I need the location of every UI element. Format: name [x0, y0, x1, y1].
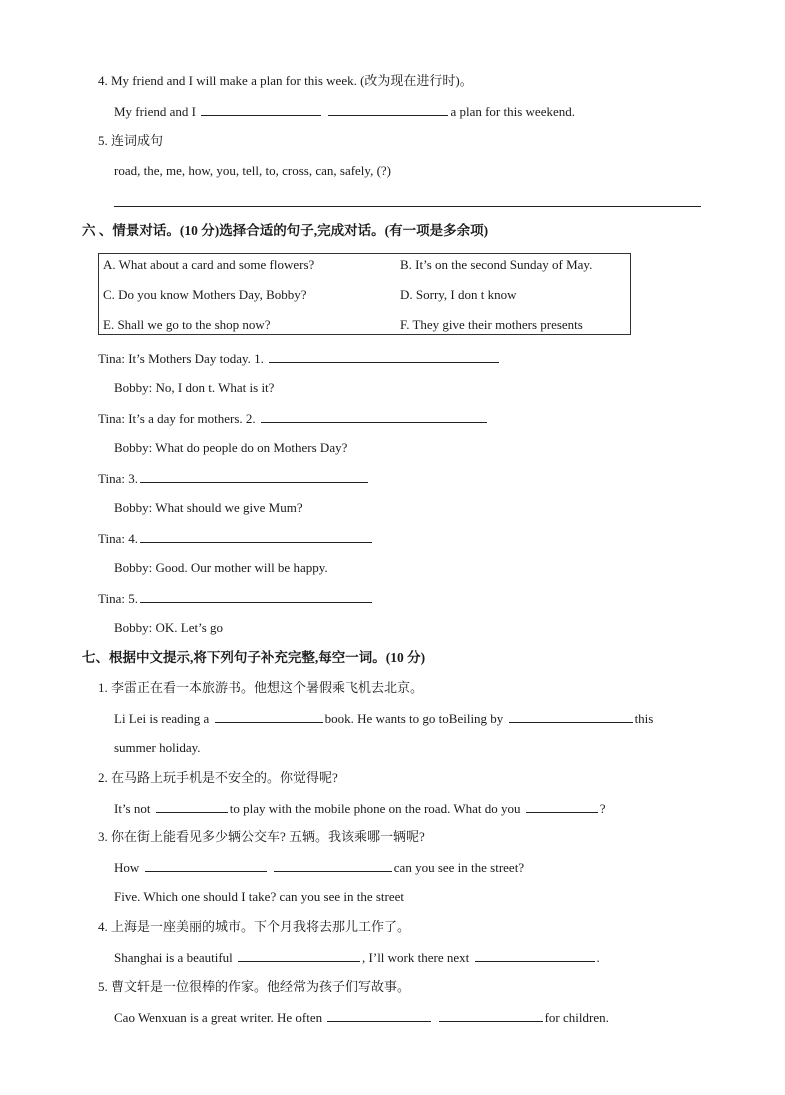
s7-q5-blank-2[interactable] — [439, 1009, 543, 1022]
s7-q4-en-b: , I’ll work there next — [362, 950, 470, 965]
s7-q1-en-c: this — [634, 711, 654, 726]
s7-q5-en-b: for children. — [544, 1010, 609, 1025]
s7-q2-blank-1[interactable] — [156, 800, 228, 813]
s7-q2-en-b: to play with the mobile phone on the road. What do you — [229, 801, 521, 816]
option-a: A. What about a card and some flowers? — [103, 257, 315, 272]
s7-q1-en-cont: summer holiday. — [114, 740, 201, 755]
s7-q4-en-a: Shanghai is a beautiful — [114, 950, 233, 965]
section7-title: 七、根据中文提示,将下列句子补充完整,每空一词。(10 分) — [82, 650, 426, 665]
s7-q3-en — [114, 859, 524, 876]
s7-q5-en — [114, 1009, 609, 1026]
dialogue-line-6: Bobby: What should we give Mum? — [114, 500, 303, 515]
option-b: B. It’s on the second Sunday of May. — [400, 257, 593, 272]
s7-q3-cn: 3. 你在街上能看见多少辆公交车? 五辆。我该乘哪一辆呢? — [98, 829, 425, 844]
s7-q5-en-a: Cao Wenxuan is a great writer. He often — [114, 1010, 323, 1025]
s7-q1-blank-2[interactable] — [509, 710, 633, 723]
s7-q2-en — [114, 800, 606, 817]
q5-words: road, the, me, how, you, tell, to, cross, can, safely, (?) — [114, 163, 392, 178]
dialogue-line-3 — [98, 410, 489, 427]
dialogue-blank-3[interactable] — [140, 470, 368, 483]
q4-answer-line — [114, 103, 575, 120]
dialogue-blank-1[interactable] — [269, 350, 499, 363]
dialogue-blank-5[interactable] — [140, 590, 372, 603]
q4-blank-2[interactable] — [328, 103, 448, 116]
q5-answer-line[interactable] — [114, 206, 701, 207]
s7-q4-cn: 4. 上海是一座美丽的城市。下个月我将去那儿工作了。 — [98, 919, 411, 934]
s7-q1-blank-1[interactable] — [215, 710, 323, 723]
s7-q4-blank-2[interactable] — [475, 949, 595, 962]
dialogue-blank-2[interactable] — [261, 410, 487, 423]
s7-q3-en-a: How — [114, 860, 140, 875]
s7-q4-en-c: . — [596, 950, 600, 965]
dialogue-line-4: Bobby: What do people do on Mothers Day? — [114, 440, 348, 455]
dialogue-text-1: Tina: It’s Mothers Day today. 1. — [98, 351, 264, 366]
dialogue-text-5: Tina: 3. — [98, 471, 138, 486]
dialogue-line-9 — [98, 590, 374, 607]
dialogue-blank-4[interactable] — [140, 530, 372, 543]
s7-q4-blank-1[interactable] — [238, 949, 360, 962]
s7-q3-en-b: can you see in the street? — [393, 860, 525, 875]
s7-q2-en-a: It’s not — [114, 801, 151, 816]
q4-answer-end: a plan for this weekend. — [450, 104, 575, 119]
s7-q4-en — [114, 949, 600, 966]
dialogue-line-5 — [98, 470, 370, 487]
option-e: E. Shall we go to the shop now? — [103, 317, 271, 332]
s7-q5-blank-1[interactable] — [327, 1009, 431, 1022]
s7-q1-cn: 1. 李雷正在看一本旅游书。他想这个暑假乘飞机去北京。 — [98, 680, 424, 695]
q5-prompt: 5. 连词成句 — [98, 133, 164, 148]
q4-blank-1[interactable] — [201, 103, 321, 116]
dialogue-line-7 — [98, 530, 374, 547]
dialogue-text-9: Tina: 5. — [98, 591, 138, 606]
s7-q2-blank-2[interactable] — [526, 800, 598, 813]
s7-q3-blank-2[interactable] — [274, 859, 392, 872]
s7-q3-blank-1[interactable] — [145, 859, 267, 872]
option-d: D. Sorry, I don t know — [400, 287, 517, 302]
dialogue-text-7: Tina: 4. — [98, 531, 138, 546]
dialogue-line-8: Bobby: Good. Our mother will be happy. — [114, 560, 328, 575]
s7-q5-cn: 5. 曹文轩是一位很棒的作家。他经常为孩子们写故事。 — [98, 979, 411, 994]
dialogue-line-2: Bobby: No, I don t. What is it? — [114, 380, 275, 395]
s7-q3-en-cont: Five. Which one should I take? can you see in the street — [114, 889, 405, 904]
s7-q2-en-c: ? — [599, 801, 606, 816]
dialogue-text-3: Tina: It’s a day for mothers. 2. — [98, 411, 256, 426]
s7-q1-en-b: book. He wants to go toBeiling by — [324, 711, 504, 726]
q4-answer-start: My friend and I — [114, 104, 196, 119]
s7-q1-en — [114, 710, 653, 727]
s7-q1-en-a: Li Lei is reading a — [114, 711, 210, 726]
option-f: F. They give their mothers presents — [400, 317, 583, 332]
option-c: C. Do you know Mothers Day, Bobby? — [103, 287, 307, 302]
q4-prompt: 4. My friend and I will make a plan for this week. (改为现在进行时)。 — [98, 73, 473, 88]
dialogue-line-10: Bobby: OK. Let’s go — [114, 620, 224, 635]
section6-title: 六 、情景对话。(10 分)选择合适的句子,完成对话。(有一项是多余项) — [82, 223, 489, 238]
dialogue-line-1 — [98, 350, 501, 367]
s7-q2-cn: 2. 在马路上玩手机是不安全的。你觉得呢? — [98, 770, 338, 785]
